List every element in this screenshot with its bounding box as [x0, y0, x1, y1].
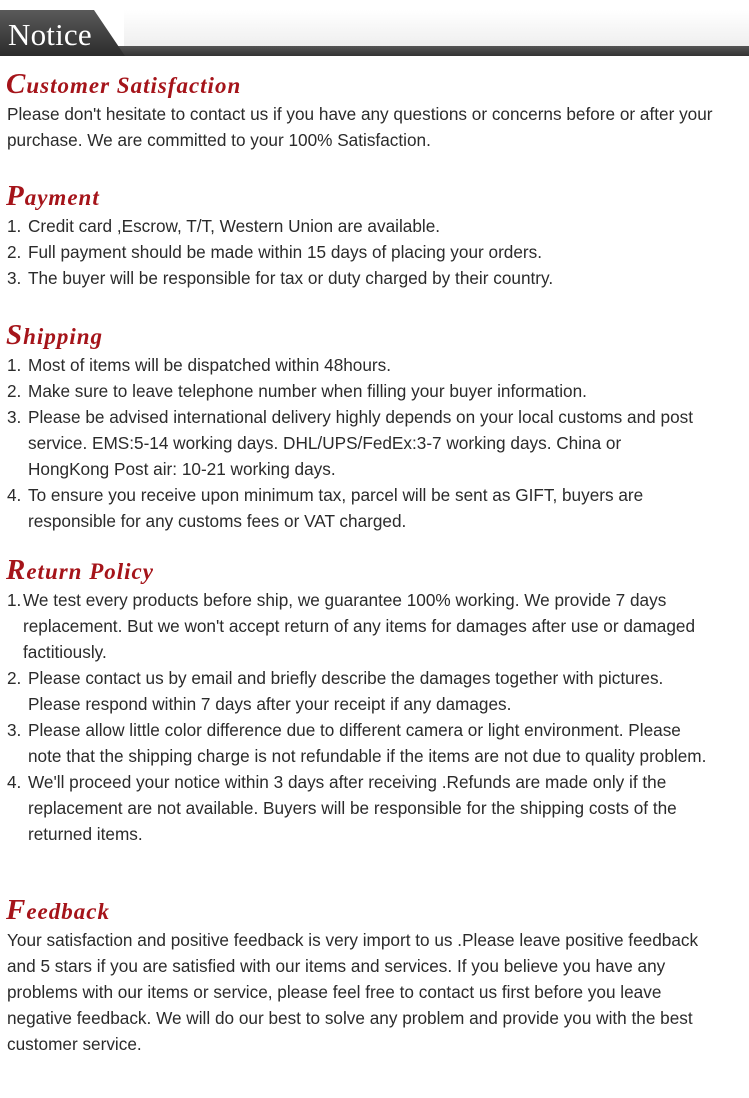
banner-background [124, 10, 749, 46]
payment-list [0, 213, 749, 291]
list-item: 3. The buyer will be responsible for tax or duty charged by their country. [7, 268, 554, 288]
feedback-text: Your satisfaction and positive feedback is very import to us .Please leave positive feedback and 5 stars if you are satisfied with our items and services. If you believe you have any problems with our items or service, please feel free to contact us first before you leave negative feedback. We will do our best to solve any problem and provide you with the best customer service. [7, 930, 699, 1054]
list-item: 4. We'll proceed your notice within 3 days after receiving .Refunds are made only if the replacement are not available. Buyers will be responsible for the shipping costs of the returned items. [7, 772, 677, 844]
list-item: 2. Please contact us by email and briefly describe the damages together with pictures. Please respond within 7 days after your receipt if any damages. [7, 668, 664, 714]
shipping-list [0, 352, 749, 534]
list-item: 3. Please be advised international delivery highly depends on your local customs and post service. EMS:5-14 working days. DHL/UPS/FedEx:3-7 working days. China or HongKong Post air: 10-21 working days. [7, 407, 693, 479]
list-item: 3. Please allow little color difference due to different camera or light environment. Please note that the shipping charge is not refundable if the items are not due to quality problem. [7, 720, 707, 766]
list-item: 1. Most of items will be dispatched within 48hours. [7, 355, 392, 375]
heading-payment: Payment [6, 180, 100, 212]
list-item: 1. We test every products before ship, we guarantee 100% working. We provide 7 days replacement. But we won't accept return of any items for damages after use or damaged factitiously. [7, 590, 696, 662]
list-item: 2. Make sure to leave telephone number when filling your buyer information. [7, 381, 587, 401]
heading-shipping: Shipping [6, 319, 104, 351]
section-return-policy [0, 555, 749, 847]
list-item: 2. Full payment should be made within 15 days of placing your orders. [7, 242, 542, 262]
section-payment [0, 181, 749, 291]
section-shipping [0, 320, 749, 534]
heading-customer-satisfaction: Customer Satisfaction [6, 68, 242, 100]
return-policy-list [0, 587, 749, 847]
list-item: 4. To ensure you receive upon minimum tax, parcel will be sent as GIFT, buyers are responsible for any customs fees or VAT charged. [7, 485, 644, 531]
list-item: 1. Credit card ,Escrow, T/T, Western Union are available. [7, 216, 441, 236]
section-customer-satisfaction [0, 69, 749, 153]
heading-return-policy: Return Policy [6, 554, 154, 586]
heading-feedback: Feedback [6, 894, 110, 926]
section-feedback [0, 895, 749, 1057]
satisfaction-text: Please don't hesitate to contact us if you have any questions or concerns before or after your purchase. We are committed to your 100% Satisfaction. [7, 104, 713, 150]
notice-banner [0, 10, 749, 56]
banner-title: Notice [8, 17, 92, 52]
